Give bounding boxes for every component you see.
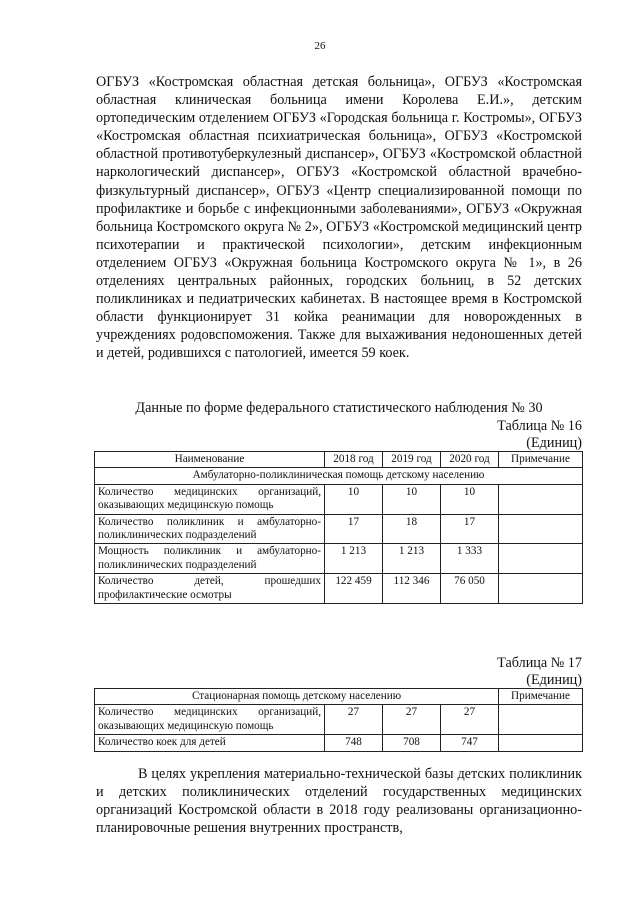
header-note: Примечание — [499, 452, 583, 468]
section-title: Стационарная помощь детскому населению — [95, 689, 499, 705]
row-name: Количество детей, прошедших профилактические осмотры — [95, 574, 325, 604]
value-2019: 27 — [383, 705, 441, 735]
row-note — [499, 544, 583, 574]
value-2019: 1 213 — [383, 544, 441, 574]
table-row — [95, 735, 583, 751]
table-row — [95, 544, 583, 574]
table-16 — [94, 451, 583, 604]
row-name: Мощность поликлиник и амбулаторно-поликлинических подразделений — [95, 544, 325, 574]
table-17-label: Таблица № 17 — [497, 655, 582, 671]
value-2018: 27 — [325, 705, 383, 735]
row-name: Количество медицинских организаций, оказывающих медицинскую помощь — [95, 705, 325, 735]
table-17 — [94, 688, 583, 752]
page-number: 26 — [314, 40, 326, 52]
value-2020: 10 — [441, 484, 499, 514]
value-2018: 17 — [325, 514, 383, 544]
value-2018: 748 — [325, 735, 383, 751]
row-note — [499, 484, 583, 514]
row-note — [499, 574, 583, 604]
value-2018: 122 459 — [325, 574, 383, 604]
row-note — [499, 735, 583, 751]
row-name: Количество коек для детей — [95, 735, 325, 751]
value-2019: 708 — [383, 735, 441, 751]
paragraph-conclusion: В целях укрепления материально-технической базы детских поликлиник и детских поликлинических отделений государственных медицинских организаций Костромской области в 2018 году реализованы организационно-планировочные решения внутренних пространств, — [96, 766, 582, 837]
table-16-section-row — [95, 468, 583, 484]
table-row — [95, 574, 583, 604]
section-title: Амбулаторно-поликлиническая помощь детскому населению — [95, 468, 583, 484]
value-2020: 17 — [441, 514, 499, 544]
header-note: Примечание — [499, 689, 583, 705]
header-2018: 2018 год — [325, 452, 383, 468]
row-note — [499, 705, 583, 735]
table-17-header-row — [95, 689, 583, 705]
header-2020: 2020 год — [441, 452, 499, 468]
table-row — [95, 484, 583, 514]
table-row — [95, 514, 583, 544]
value-2018: 1 213 — [325, 544, 383, 574]
row-name: Количество поликлиник и амбулаторно-поликлинических подразделений — [95, 514, 325, 544]
table-16-header-row — [95, 452, 583, 468]
table-16-unit: (Единиц) — [526, 435, 582, 451]
table-17-unit: (Единиц) — [526, 672, 582, 688]
value-2019: 18 — [383, 514, 441, 544]
value-2019: 10 — [383, 484, 441, 514]
row-name: Количество медицинских организаций, оказывающих медицинскую помощь — [95, 484, 325, 514]
header-2019: 2019 год — [383, 452, 441, 468]
value-2020: 1 333 — [441, 544, 499, 574]
value-2018: 10 — [325, 484, 383, 514]
paragraph-intro: ОГБУЗ «Костромская областная детская больница», ОГБУЗ «Костромская областная клиническая больница имени Королева Е.И.», детским ортопедическим отделением ОГБУЗ «Городская больница г. Костромы», ОГБУЗ «Костромская областная психиатрическая больница», ОГБУЗ «Костромской областной противотуберкулезный диспансер», ОГБУЗ «Костромской областной наркологический диспансер», ОГБУЗ «Костромской областной врачебно-физкультурный диспансер», ОГБУЗ «Центр специализированной помощи по профилактике и борьбе с инфекционными заболеваниями», ОГБУЗ «Окружная больница Костромского округа № 2», ОГБУЗ «Костромской медицинский центр психотерапии и практической психологии», детским инфекционным отделением ОГБУЗ «Окружная больница Костромского округа № 1», в 26 отделениях центральных районных, городских больниц, в 52 детских поликлиниках и педиатрических кабинетах. В настоящее время в Костромской области функционирует 31 койка реанимации для новорожденных в учреждениях родовспоможения. Также для выхаживания недоношенных детей и детей, родившихся с патологией, имеется 59 коек. — [96, 74, 582, 362]
header-name: Наименование — [95, 452, 325, 468]
statistics-caption: Данные по форме федерального статистического наблюдения № 30 — [135, 400, 543, 416]
table-row — [95, 705, 583, 735]
value-2020: 76 050 — [441, 574, 499, 604]
value-2020: 27 — [441, 705, 499, 735]
value-2020: 747 — [441, 735, 499, 751]
row-note — [499, 514, 583, 544]
value-2019: 112 346 — [383, 574, 441, 604]
table-16-label: Таблица № 16 — [497, 418, 582, 434]
